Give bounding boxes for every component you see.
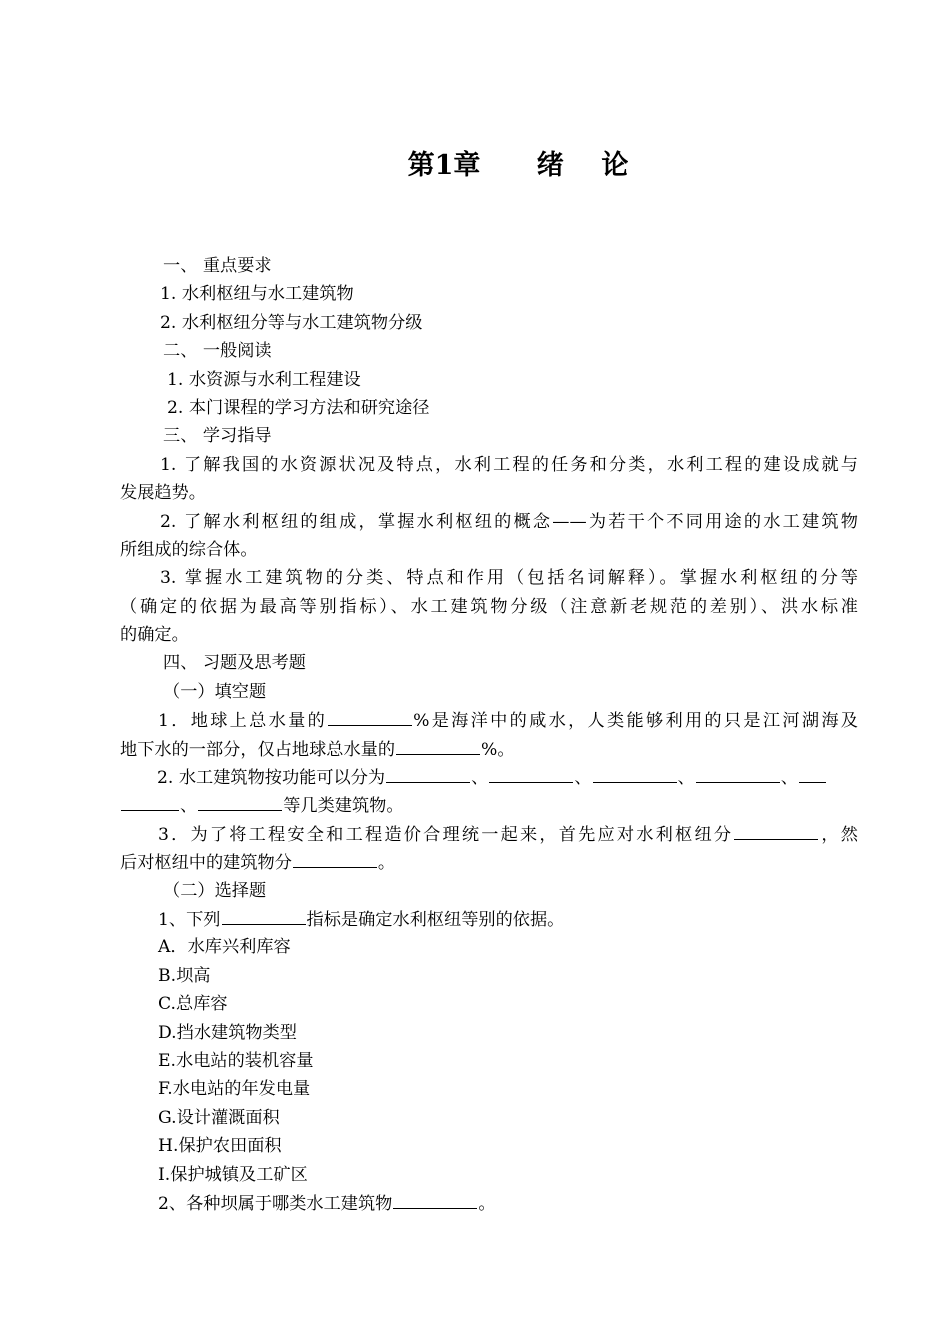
answer-blank bbox=[222, 905, 306, 925]
choice-option: B.坝高 bbox=[158, 965, 211, 986]
answer-blank bbox=[396, 735, 480, 755]
section-heading-general-reading: 二、 一般阅读 bbox=[163, 341, 272, 362]
list-item: 2. 本门课程的学习方法和研究途径 bbox=[167, 397, 430, 418]
answer-blank bbox=[489, 763, 573, 783]
answer-blank bbox=[734, 820, 818, 840]
answer-blank bbox=[696, 763, 780, 783]
answer-blank bbox=[386, 763, 470, 783]
paragraph-line: 2. 了解水利枢纽的组成，掌握水利枢纽的概念——为若干个不同用途的水工建筑物 bbox=[160, 511, 858, 532]
question-line: 2. 水工建筑物按功能可以分为 、 、 、 、 bbox=[120, 763, 858, 791]
paragraph-line: 1. 了解我国的水资源状况及特点，水利工程的任务和分类，水利工程的建设成就与 bbox=[160, 454, 858, 475]
answer-blank bbox=[328, 706, 412, 726]
answer-blank bbox=[393, 1189, 477, 1209]
question-line: 地下水的一部分，仅占地球总水量的 %。 bbox=[120, 735, 858, 763]
choice-option: E.水电站的装机容量 bbox=[158, 1050, 314, 1071]
choice-option: H.保护农田面积 bbox=[158, 1136, 282, 1157]
section-heading-exercises: 四、 习题及思考题 bbox=[163, 653, 306, 674]
choice-option: F.水电站的年发电量 bbox=[158, 1079, 311, 1100]
question-line: 2、各种坝属于哪类水工建筑物 。 bbox=[120, 1189, 858, 1217]
answer-blank bbox=[198, 791, 282, 811]
choice-option: D.挡水建筑物类型 bbox=[158, 1022, 297, 1043]
paragraph-line: （确定的依据为最高等别指标）、水工建筑物分级（注意新老规范的差别）、洪水标准 bbox=[120, 596, 858, 617]
list-item: 2. 水利枢纽分等与水工建筑物分级 bbox=[160, 312, 423, 333]
choice-option: G.设计灌溉面积 bbox=[158, 1107, 280, 1128]
answer-blank bbox=[293, 848, 377, 868]
question-line: 3．为了将工程安全和工程造价合理统一起来，首先应对水利枢纽分 ，然 bbox=[120, 820, 858, 848]
paragraph-line: 发展趋势。 bbox=[120, 483, 206, 504]
choice-option: A．水库兴利库容 bbox=[158, 937, 291, 958]
answer-blank bbox=[799, 763, 826, 783]
choice-option: C.总库容 bbox=[158, 994, 228, 1015]
chapter-title: 第1章 绪 论 bbox=[407, 150, 629, 181]
subsection-heading-multiple-choice: （二）选择题 bbox=[163, 880, 267, 901]
section-heading-study-guide: 三、 学习指导 bbox=[163, 426, 272, 447]
choice-option: I.保护城镇及工矿区 bbox=[158, 1164, 308, 1185]
question-line: 、 等几类建筑物。 bbox=[120, 791, 858, 819]
section-heading-key-requirements: 一、 重点要求 bbox=[163, 256, 272, 276]
paragraph-line: 3. 掌握水工建筑物的分类、特点和作用（包括名词解释）。掌握水利枢纽的分等 bbox=[160, 568, 858, 589]
question-line: 后对枢纽中的建筑物分 。 bbox=[120, 848, 858, 876]
answer-blank bbox=[121, 791, 179, 811]
paragraph-line: 所组成的综合体。 bbox=[120, 539, 258, 560]
list-item: 1. 水利枢纽与水工建筑物 bbox=[160, 284, 354, 305]
paragraph-line: 的确定。 bbox=[120, 625, 189, 646]
question-line: 1．地球上总水量的 %是海洋中的咸水，人类能够利用的只是江河湖海及 bbox=[120, 706, 858, 734]
answer-blank bbox=[593, 763, 677, 783]
chapter-content bbox=[120, 252, 858, 1217]
question-line: 1、下列 指标是确定水利枢纽等别的依据。 bbox=[120, 905, 858, 933]
subsection-heading-fill-blank: （一）填空题 bbox=[163, 681, 267, 702]
list-item: 1. 水资源与水利工程建设 bbox=[167, 369, 361, 390]
